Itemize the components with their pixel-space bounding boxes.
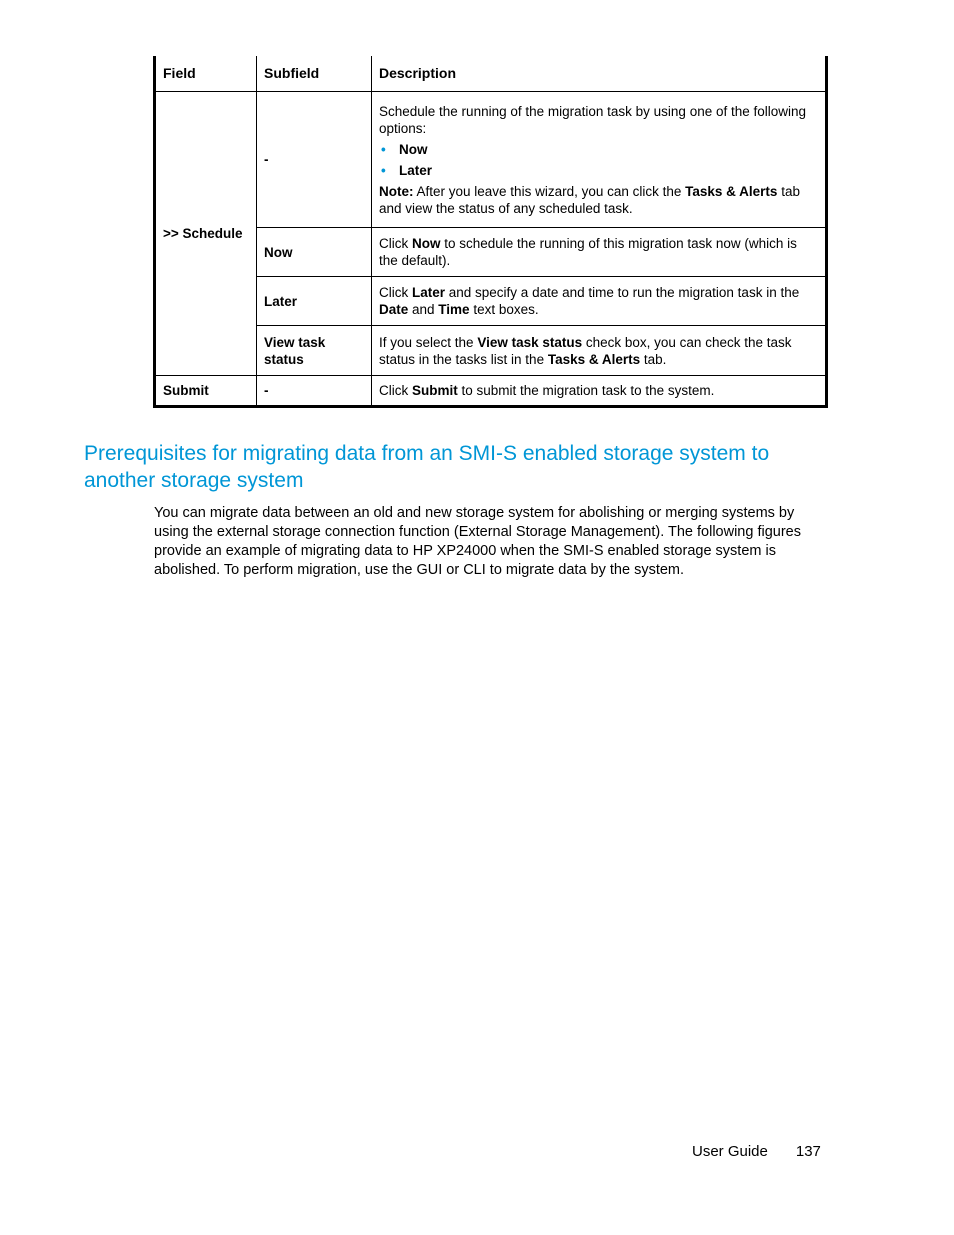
desc-text: Click <box>379 285 412 300</box>
desc-bold: View task status <box>477 334 583 350</box>
desc-text: to submit the migration task to the system. <box>457 383 715 398</box>
subfield-view-task-status: View task status <box>257 326 372 376</box>
note-text-end: tab and view the status of any scheduled task. <box>379 183 800 216</box>
desc-text: Click <box>379 236 412 251</box>
footer-label: User Guide <box>692 1143 768 1160</box>
field-schedule: >> Schedule <box>155 92 257 376</box>
desc-text: to schedule the running of this migration task now (which is the default). <box>379 236 797 268</box>
desc-text: If you select the <box>379 334 478 350</box>
section-heading: Prerequisites for migrating data from an SMI-S enabled storage system to another storage system <box>84 442 770 492</box>
page-number: 137 <box>795 1143 821 1160</box>
desc-text: check box, you can check the task status in the tasks list in the <box>379 334 792 367</box>
desc-text: and <box>408 302 439 317</box>
note <box>379 183 818 217</box>
desc-text: text boxes. <box>469 302 539 317</box>
option-list <box>379 141 818 179</box>
note-text: After you leave this wizard, you can click the <box>413 183 686 199</box>
desc-text: Click <box>379 383 412 398</box>
description-cell <box>372 326 827 376</box>
desc-text: tab. <box>640 351 667 367</box>
option-later: Later <box>399 162 433 178</box>
subfield-later: Later <box>257 277 372 326</box>
desc-bold: Tasks & Alerts <box>547 351 641 367</box>
subfield-now: Now <box>257 228 372 277</box>
desc-text: and specify a date and time to run the migration task in the <box>445 285 800 300</box>
desc-bold: Submit <box>412 383 458 398</box>
header-subfield: Subfield <box>257 56 372 92</box>
list-item <box>379 162 818 179</box>
bullet-icon: • <box>381 141 386 157</box>
table-row <box>155 92 827 228</box>
table-row <box>155 376 827 407</box>
bullet-icon: • <box>381 162 386 178</box>
desc-bold: Date <box>379 302 409 317</box>
desc-bold: Now <box>412 236 441 251</box>
list-item <box>379 141 818 158</box>
schedule-intro: Schedule the running of the migration task by using one of the following options: <box>379 103 807 136</box>
field-description-table <box>153 56 828 408</box>
subfield-dash: - <box>257 376 372 407</box>
desc-bold: Later <box>412 285 446 300</box>
section-body: You can migrate data between an old and new storage system for abolishing or merging systems by using the external storage connection function (External Storage Management). The following figures provide an example of migrating data to HP XP24000 when the SMI-S enabled storage system is abolished. To perform migration, use the GUI or CLI to migrate data by the system. <box>154 505 801 578</box>
option-now: Now <box>399 141 428 157</box>
description-cell <box>372 277 827 326</box>
description-cell <box>372 228 827 277</box>
header-field: Field <box>155 56 257 92</box>
description-cell <box>372 92 827 228</box>
note-bold: Tasks & Alerts <box>685 183 778 199</box>
field-submit: Submit <box>155 376 257 407</box>
description-cell <box>372 376 827 407</box>
desc-bold: Time <box>438 302 470 317</box>
table-header-row <box>155 56 827 92</box>
note-label: Note: <box>379 183 414 199</box>
header-description: Description <box>372 56 827 92</box>
subfield-dash: - <box>257 92 372 228</box>
page-footer <box>692 1143 821 1160</box>
